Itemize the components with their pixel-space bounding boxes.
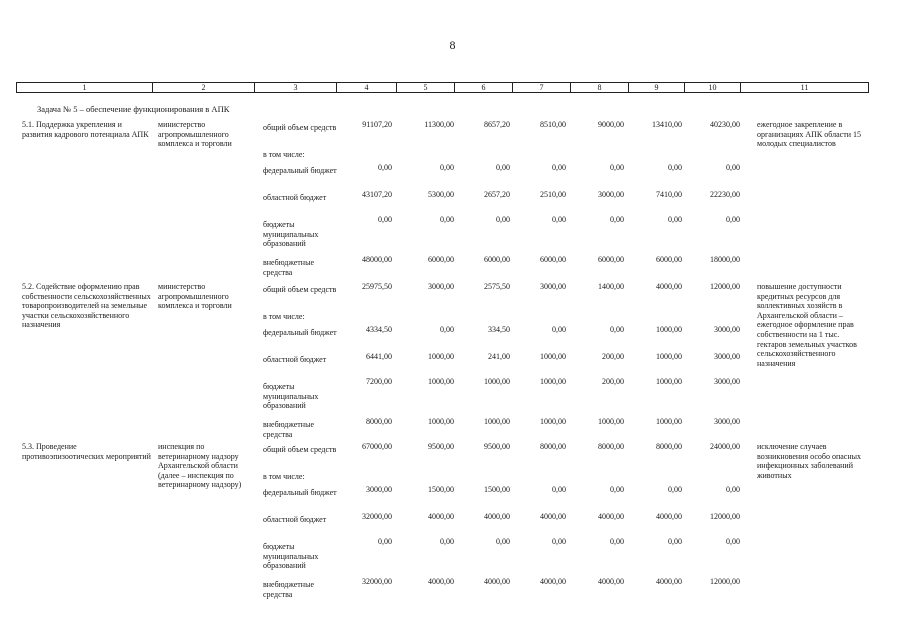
amount-cell: 0,00	[378, 215, 392, 224]
amount-cell: 0,00	[440, 537, 454, 546]
amount-cell: 1000,00	[428, 352, 454, 361]
amount-cell: 0,00	[610, 485, 624, 494]
column-header: 7	[513, 83, 571, 93]
amount-cell: 2510,00	[540, 190, 566, 199]
amount-cell: 24000,00	[710, 442, 740, 451]
funding-source-label: внебюджетные средства	[263, 420, 314, 439]
amount-cell: 0,00	[726, 485, 740, 494]
measure-executor: инспекция по ветеринарному надзору Архангельской области (далее – инспекция по ветеринарному надзору)	[158, 442, 242, 490]
amount-cell: 0,00	[552, 485, 566, 494]
amount-cell: 0,00	[552, 325, 566, 334]
amount-cell: 0,00	[726, 163, 740, 172]
amount-cell: 0,00	[610, 537, 624, 546]
funding-source-label: общий объем средств	[263, 445, 337, 454]
funding-source-label: в том числе:	[263, 150, 305, 159]
measure-name: 5.2. Содействие оформлению прав собственности сельскохозяйственных товаропроизводителей на земельные участки сельскохозяйственного назначения	[22, 282, 151, 330]
amount-cell: 8000,00	[540, 442, 566, 451]
measure-name: 5.3. Проведение противоэпизоотических мероприятий	[22, 442, 151, 461]
amount-cell: 91107,20	[362, 120, 392, 129]
funding-source-label: областной бюджет	[263, 193, 327, 202]
amount-cell: 6000,00	[656, 255, 682, 264]
column-header: 5	[397, 83, 455, 93]
column-header: 9	[629, 83, 685, 93]
amount-cell: 11300,00	[424, 120, 454, 129]
amount-cell: 0,00	[552, 215, 566, 224]
amount-cell: 0,00	[378, 537, 392, 546]
amount-cell: 200,00	[602, 352, 624, 361]
amount-cell: 6000,00	[540, 255, 566, 264]
amount-cell: 6000,00	[598, 255, 624, 264]
funding-source-label: бюджеты муниципальных образований	[263, 220, 319, 249]
amount-cell: 0,00	[440, 163, 454, 172]
amount-cell: 1000,00	[540, 417, 566, 426]
amount-cell: 4000,00	[484, 512, 510, 521]
amount-cell: 0,00	[440, 325, 454, 334]
amount-cell: 1000,00	[540, 377, 566, 386]
amount-cell: 12000,00	[710, 577, 740, 586]
funding-source-label: бюджеты муниципальных образований	[263, 382, 319, 411]
column-number-header	[16, 82, 869, 93]
amount-cell: 7200,00	[366, 377, 392, 386]
amount-cell: 3000,00	[714, 417, 740, 426]
amount-cell: 8510,00	[540, 120, 566, 129]
amount-cell: 4000,00	[598, 577, 624, 586]
amount-cell: 32000,00	[362, 577, 392, 586]
amount-cell: 1000,00	[428, 417, 454, 426]
amount-cell: 67000,00	[362, 442, 392, 451]
amount-cell: 4000,00	[598, 512, 624, 521]
amount-cell: 1000,00	[656, 417, 682, 426]
amount-cell: 1000,00	[484, 417, 510, 426]
amount-cell: 0,00	[668, 485, 682, 494]
measure-result: исключение случаев возникновения особо опасных инфекционных заболеваний животных	[757, 442, 861, 480]
amount-cell: 1000,00	[484, 377, 510, 386]
amount-cell: 1000,00	[428, 377, 454, 386]
funding-source-label: федеральный бюджет	[263, 488, 337, 497]
measure-result: ежегодное закрепление в организациях АПК области 15 молодых специалистов	[757, 120, 861, 149]
amount-cell: 9000,00	[598, 120, 624, 129]
amount-cell: 0,00	[610, 163, 624, 172]
funding-source-label: федеральный бюджет	[263, 328, 337, 337]
amount-cell: 6000,00	[428, 255, 454, 264]
amount-cell: 1500,00	[484, 485, 510, 494]
funding-source-label: в том числе:	[263, 472, 305, 481]
funding-source-label: федеральный бюджет	[263, 166, 337, 175]
amount-cell: 5300,00	[428, 190, 454, 199]
amount-cell: 4000,00	[484, 577, 510, 586]
column-header: 4	[337, 83, 397, 93]
amount-cell: 3000,00	[714, 352, 740, 361]
amount-cell: 18000,00	[710, 255, 740, 264]
amount-cell: 4334,50	[366, 325, 392, 334]
amount-cell: 4000,00	[428, 512, 454, 521]
amount-cell: 0,00	[378, 163, 392, 172]
measure-executor: министерство агропромышленного комплекса и торговли	[158, 282, 232, 311]
amount-cell: 9500,00	[428, 442, 454, 451]
column-header: 2	[153, 83, 255, 93]
amount-cell: 25975,50	[362, 282, 392, 291]
column-header: 1	[17, 83, 153, 93]
funding-source-label: в том числе:	[263, 312, 305, 321]
amount-cell: 0,00	[440, 215, 454, 224]
amount-cell: 2575,50	[484, 282, 510, 291]
amount-cell: 0,00	[610, 215, 624, 224]
amount-cell: 0,00	[726, 215, 740, 224]
funding-source-label: внебюджетные средства	[263, 258, 314, 277]
amount-cell: 3000,00	[714, 325, 740, 334]
amount-cell: 0,00	[726, 537, 740, 546]
amount-cell: 1500,00	[428, 485, 454, 494]
amount-cell: 0,00	[668, 537, 682, 546]
measure-name: 5.1. Поддержка укрепления и развития кадрового потенциала АПК	[22, 120, 149, 139]
amount-cell: 12000,00	[710, 512, 740, 521]
amount-cell: 0,00	[496, 163, 510, 172]
amount-cell: 4000,00	[428, 577, 454, 586]
page-number: 8	[449, 38, 456, 52]
column-header: 6	[455, 83, 513, 93]
amount-cell: 7410,00	[656, 190, 682, 199]
amount-cell: 1000,00	[540, 352, 566, 361]
measure-result: повышение доступности кредитных ресурсов для коллективных хозяйств в Архангельской области – ежегодное оформление прав собственности на 1 тыс. гектаров земельных участков сельскохозяйственного назначения	[757, 282, 857, 368]
amount-cell: 0,00	[552, 163, 566, 172]
amount-cell: 8657,20	[484, 120, 510, 129]
amount-cell: 0,00	[668, 163, 682, 172]
amount-cell: 12000,00	[710, 282, 740, 291]
amount-cell: 1000,00	[656, 325, 682, 334]
column-header: 11	[741, 83, 869, 93]
amount-cell: 6000,00	[484, 255, 510, 264]
amount-cell: 32000,00	[362, 512, 392, 521]
amount-cell: 1000,00	[598, 417, 624, 426]
amount-cell: 4000,00	[656, 282, 682, 291]
task-title: Задача № 5 – обеспечение функционирования в АПК	[37, 104, 230, 114]
funding-source-label: областной бюджет	[263, 355, 327, 364]
amount-cell: 4000,00	[656, 577, 682, 586]
amount-cell: 200,00	[602, 377, 624, 386]
amount-cell: 40230,00	[710, 120, 740, 129]
amount-cell: 0,00	[496, 215, 510, 224]
amount-cell: 8000,00	[598, 442, 624, 451]
funding-source-label: областной бюджет	[263, 515, 327, 524]
amount-cell: 4000,00	[540, 577, 566, 586]
amount-cell: 1400,00	[598, 282, 624, 291]
amount-cell: 13410,00	[652, 120, 682, 129]
amount-cell: 43107,20	[362, 190, 392, 199]
amount-cell: 2657,20	[484, 190, 510, 199]
amount-cell: 4000,00	[656, 512, 682, 521]
amount-cell: 1000,00	[656, 352, 682, 361]
amount-cell: 3000,00	[714, 377, 740, 386]
column-header: 10	[685, 83, 741, 93]
amount-cell: 3000,00	[366, 485, 392, 494]
amount-cell: 8000,00	[366, 417, 392, 426]
amount-cell: 3000,00	[428, 282, 454, 291]
amount-cell: 1000,00	[656, 377, 682, 386]
amount-cell: 241,00	[488, 352, 510, 361]
amount-cell: 0,00	[496, 537, 510, 546]
amount-cell: 4000,00	[540, 512, 566, 521]
measure-executor: министерство агропромышленного комплекса и торговли	[158, 120, 232, 149]
amount-cell: 0,00	[668, 215, 682, 224]
funding-source-label: бюджеты муниципальных образований	[263, 542, 319, 571]
amount-cell: 3000,00	[598, 190, 624, 199]
funding-source-label: внебюджетные средства	[263, 580, 314, 599]
amount-cell: 334,50	[488, 325, 510, 334]
amount-cell: 0,00	[610, 325, 624, 334]
amount-cell: 48000,00	[362, 255, 392, 264]
amount-cell: 8000,00	[656, 442, 682, 451]
amount-cell: 3000,00	[540, 282, 566, 291]
amount-cell: 0,00	[552, 537, 566, 546]
column-header: 3	[255, 83, 337, 93]
column-header: 8	[571, 83, 629, 93]
funding-source-label: общий объем средств	[263, 285, 337, 294]
amount-cell: 22230,00	[710, 190, 740, 199]
amount-cell: 9500,00	[484, 442, 510, 451]
funding-source-label: общий объем средств	[263, 123, 337, 132]
amount-cell: 6441,00	[366, 352, 392, 361]
